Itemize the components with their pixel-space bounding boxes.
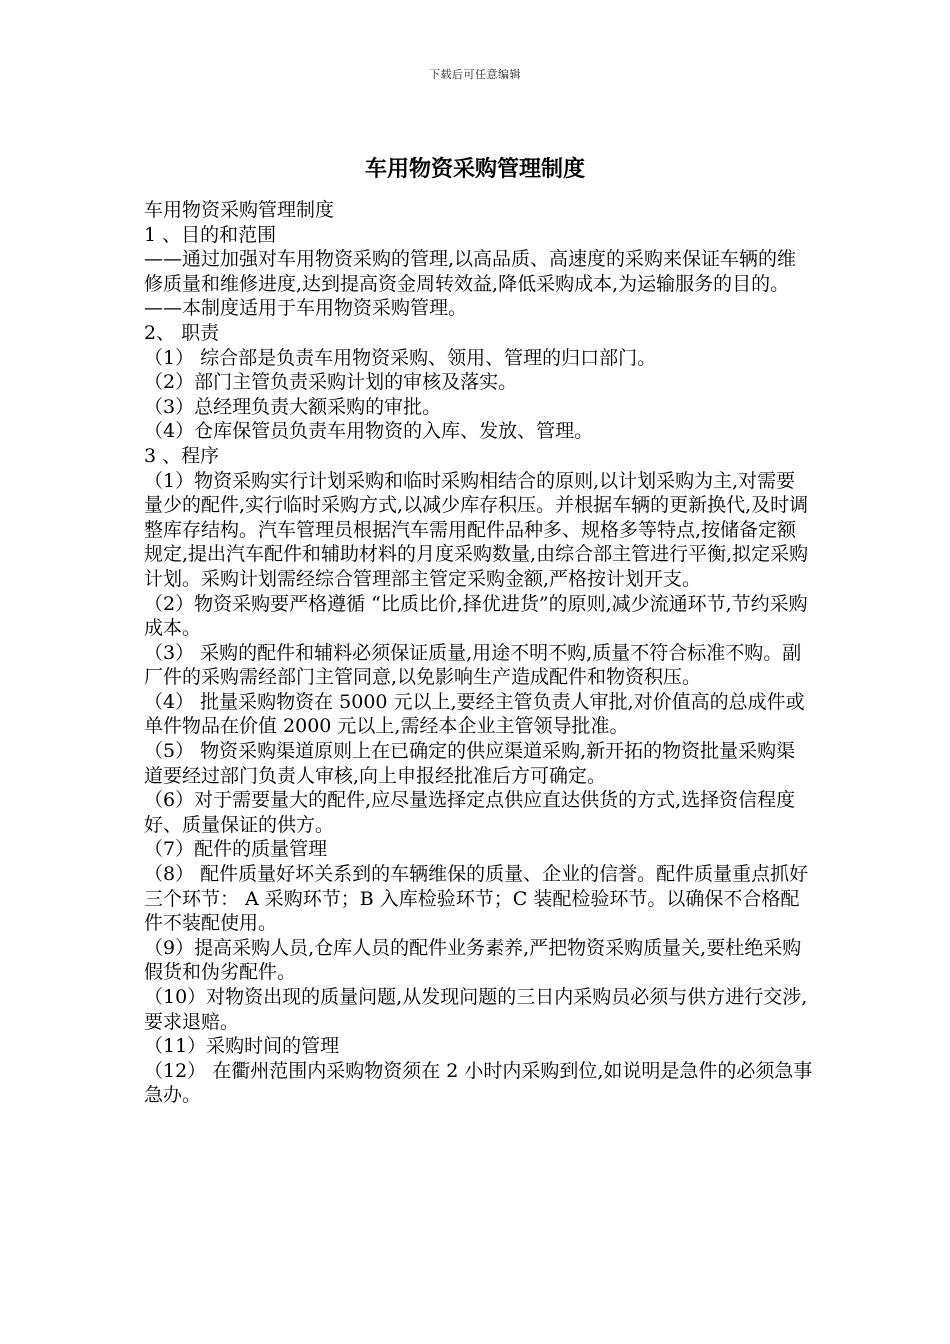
- section-heading: 3 、程序: [144, 444, 220, 467]
- list-item: （1）物资采购实行计划采购和临时采购相结合的原则,以计划采购为主,对需要量少的配件,实行临时采购方式,以减少库存积压。并根据车辆的更新换代,及时调整库存结构。汽车管理员根据汽车需用配件品种多、规格多等特点,按储备定额规定,提出汽车配件和辅助材料的月度采购数量,由综合部主管进行平衡,拟定采购计划。采购计划需经综合管理部主管定采购金额,严格按计划开支。: [144, 469, 809, 590]
- section-heading: 1 、目的和范围: [144, 223, 277, 246]
- section-heading: 2、 职责: [144, 321, 220, 344]
- list-item: （12） 在衢州范围内采购物资须在 2 小时内采购到位,如说明是急件的必须急事急办。: [144, 1059, 813, 1107]
- document-title: 车用物资采购管理制度: [364, 157, 585, 182]
- list-item: （4） 批量采购物资在 5000 元以上,要经主管负责人审批,对价值高的总成件或单件物品在价值 2000 元以上,需经本企业主管领导批准。: [144, 690, 805, 738]
- list-item: （2）部门主管负责采购计划的审核及落实。: [144, 371, 518, 394]
- list-item: （1） 综合部是负责车用物资采购、领用、管理的归口部门。: [144, 346, 657, 369]
- paragraph: ——通过加强对车用物资采购的管理,以高品质、高速度的采购来保证车辆的维修质量和维修进度,达到提高资金周转效益,降低采购成本,为运输服务的目的。: [144, 248, 797, 295]
- list-item: （3）总经理负责大额采购的审批。: [144, 395, 442, 418]
- list-item: （3） 采购的配件和辅料必须保证质量,用途不明不购,质量不符合标准不购。副厂件的采购需经部门主管同意,以免影响生产造成配件和物资积压。: [144, 641, 802, 689]
- paragraph: 车用物资采购管理制度: [144, 199, 335, 221]
- document-body: [144, 198, 814, 1108]
- list-item: （2）物资采购要严格遵循 “比质比价,择优进货”的原则,减少流通环节,节约采购成本。: [144, 592, 808, 640]
- list-item: （8） 配件质量好坏关系到的车辆维保的质量、企业的信誉。配件质量重点抓好三个环节： A 采购环节；B 入库检验环节；C 装配检验环节。以确保不合格配件不装配使用。: [144, 863, 809, 935]
- list-item: （11）采购时间的管理: [144, 1035, 340, 1058]
- list-item: （5） 物资采购渠道原则上在已确定的供应渠道采购,新开拓的物资批量采购渠道要经过部门负责人审核,向上申报经批准后方可确定。: [144, 740, 796, 787]
- list-item: （9）提高采购人员,仓库人员的配件业务素养,严把物资采购质量关,要杜绝采购假货和伪劣配件。: [144, 936, 802, 984]
- list-item: （4）仓库保管员负责车用物资的入库、发放、管理。: [144, 420, 594, 443]
- header-note: 下载后可任意编辑: [429, 68, 521, 81]
- list-item: （10）对物资出现的质量问题,从发现问题的三日内采购员必须与供方进行交涉,要求退赔。: [144, 986, 808, 1033]
- paragraph: ——本制度适用于车用物资采购管理。: [144, 297, 468, 320]
- list-item: （6）对于需要量大的配件,应尽量选择定点供应直达供货的方式,选择资信程度好、质量保证的供方。: [144, 789, 796, 836]
- list-item: （7）配件的质量管理: [144, 838, 328, 861]
